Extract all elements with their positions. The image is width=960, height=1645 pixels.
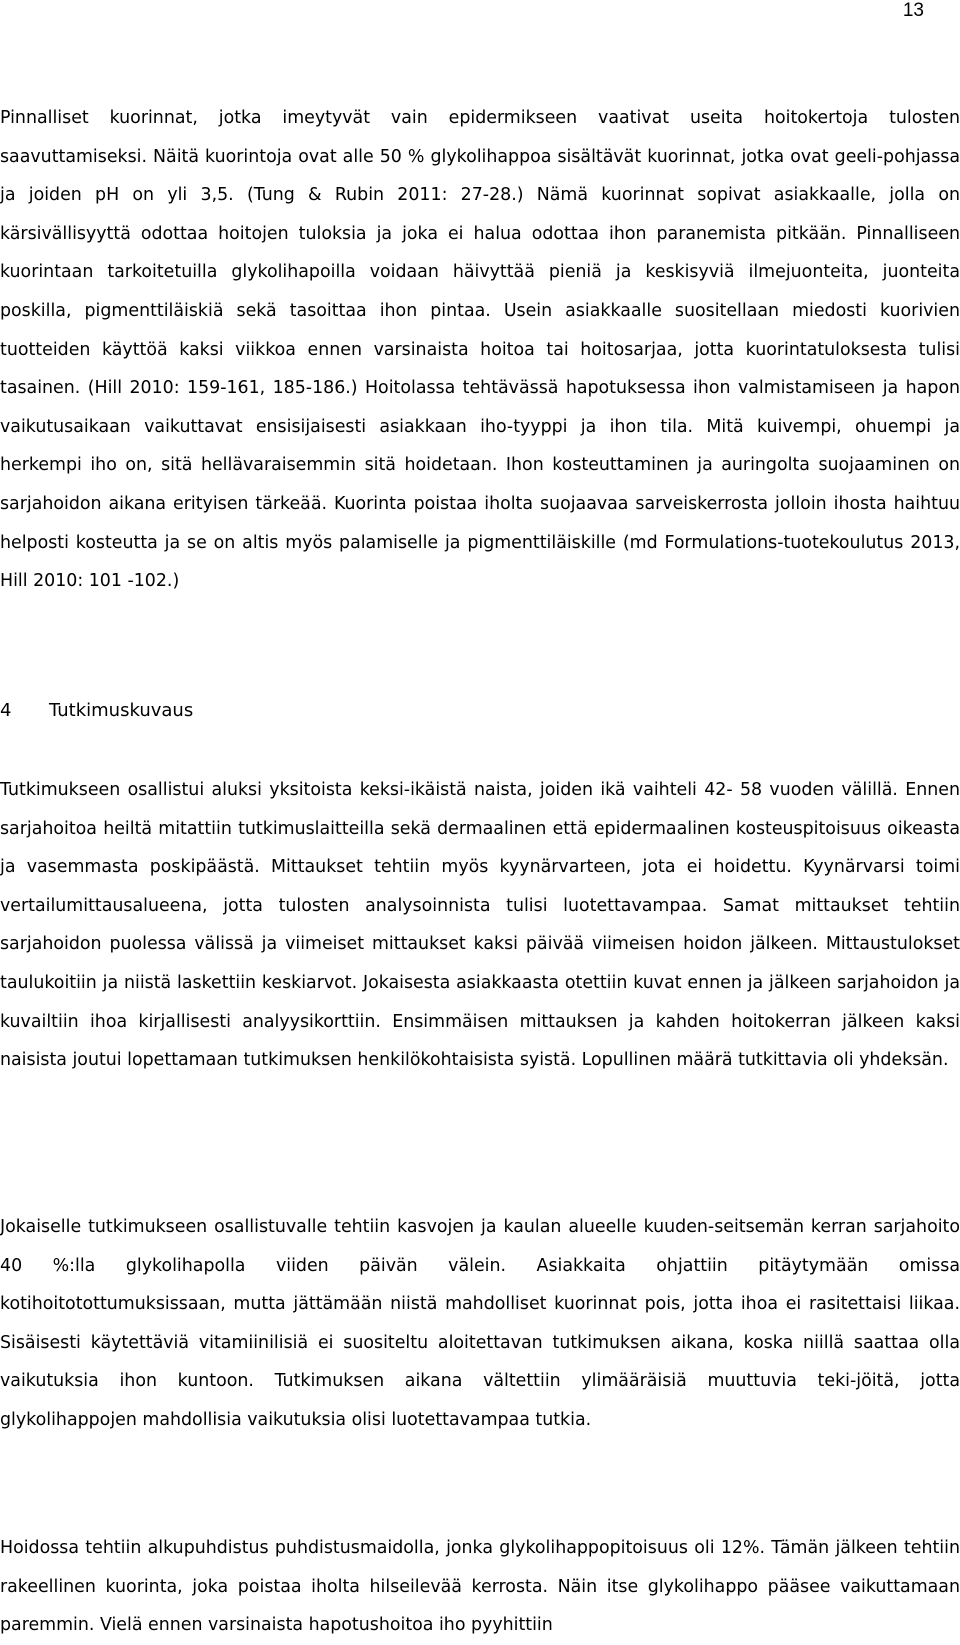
paragraph-1: Pinnalliset kuorinnat, jotka imeytyvät vain epidermikseen vaativat useita hoitokertoja tulosten saavuttamiseksi. Näitä kuorintoja ovat alle 50 % glykolihappoa sisältävät kuorinnat, jotka ovat geeli-pohjassa ja joiden pH on yli 3,5. (Tung & Rubin 2011: 27-28.) Nämä kuorinnat sopivat asiakkaalle, jolla on kärsivällisyyttä odottaa hoitojen tuloksia ja joka ei halua odottaa ihon paranemista pitkään. Pinnalliseen kuorintaan tarkoitetuilla glykolihapoilla voidaan häivyttää pieniä ja keskisyviä ilmejuonteita, juonteita poskilla, pigmenttiläiskiä sekä tasoittaa ihon pintaa. Usein asiakkaalle suositellaan miedosti kuorivien tuotteiden käyttöä kaksi viikkoa ennen varsinaista hoitoa tai hoitosarjaa, jotta kuorintatuloksesta tulisi tasainen. (Hill 2010: 159-161, 185-186.) Hoitolassa tehtävässä hapotuksessa ihon valmistamiseen ja hapon vaikutusaikaan vaikuttavat ensisijaisesti asiakkaan iho-tyyppi ja ihon tila. Mitä kuivempi, ohuempi ja herkempi iho on, sitä hellävaraisemmin sitä hoidetaan. Ihon kosteuttaminen ja auringolta suojaaminen on sarjahoidon aikana erityisen tärkeää. Kuorinta poistaa iholta suojaavaa sarveiskerrosta jolloin ihosta haihtuu helposti kosteutta ja se on altis myös palamiselle ja pigmenttiläiskille (md Formulations-tuotekoulutus 2013, Hill 2010: 101 -102.) bbox=[0, 108, 960, 592]
section-number: 4 bbox=[0, 700, 12, 721]
paragraph-block-2 bbox=[0, 771, 960, 1080]
section-heading bbox=[0, 697, 193, 725]
paragraph-intro bbox=[0, 99, 960, 601]
paragraph-3: Jokaiselle tutkimukseen osallistuvalle tehtiin kasvojen ja kaulan alueelle kuuden-seitsemän kerran sarjahoito 40 %:lla glykolihapolla viiden päivän välein. Asiakkaita ohjattiin pitäytymään omissa kotihoitotottumuksissaan, mutta jättämään niistä mahdolliset kuorinnat pois, jotta ihoa ei rasitettaisi liikaa. Sisäisesti käytettäviä vitamiinilisiä ei suositeltu aloitettavan tutkimuksen aikana, koska niillä saattaa olla vaikutuksia ihon kuntoon. Tutkimuksen aikana vältettiin ylimääräisiä muuttuvia teki-jöitä, jotta glykolihappojen mahdollisia vaikutuksia olisi luotettavampaa tutkia. bbox=[0, 1217, 960, 1430]
paragraph-2: Tutkimukseen osallistui aluksi yksitoista keksi-ikäistä naista, joiden ikä vaihteli 42- 58 vuoden välillä. Ennen sarjahoitoa heiltä mitattiin tutkimuslaitteilla sekä dermaalinen että epidermaalinen kosteuspitoisuus oikeasta ja vasemmasta poskipäästä. Mittaukset tehtiin myös kyynärvarteen, jota ei hoidettu. Kyynärvarsi toimi vertailumittausalueena, jotta tulosten analysoinnista tulisi luotettavampaa. Samat mittaukset tehtiin sarjahoidon puolessa välissä ja viimeiset mittaukset kaksi päivää viimeisen hoidon jälkeen. Mittaustulokset taulukoitiin ja niistä laskettiin keskiarvot. Jokaisesta asiakkaasta otettiin kuvat ennen ja jälkeen sarjahoidon ja kuvailtiin ihoa kirjallisesti analyysikorttiin. Ensimmäisen mittauksen ja kahden hoitokerran jälkeen kaksi naisista joutui lopettamaan tutkimuksen henkilökohtaisista syistä. Lopullinen määrä tutkittavia oli yhdeksän. bbox=[0, 780, 960, 1071]
page-number: 13 bbox=[902, 0, 924, 21]
paragraph-4: Hoidossa tehtiin alkupuhdistus puhdistusmaidolla, jonka glykolihappopitoisuus oli 12%. Tämän jälkeen tehtiin rakeellinen kuorinta, joka poistaa iholta hilseilevää kerrosta. Näin itse glykolihappo pääsee vaikuttamaan paremmin. Vielä ennen varsinaista hapotushoitoa iho pyyhittiin bbox=[0, 1538, 960, 1636]
paragraph-block-3 bbox=[0, 1208, 960, 1440]
paragraph-block-4 bbox=[0, 1529, 960, 1645]
section-title: Tutkimuskuvaus bbox=[49, 700, 194, 721]
